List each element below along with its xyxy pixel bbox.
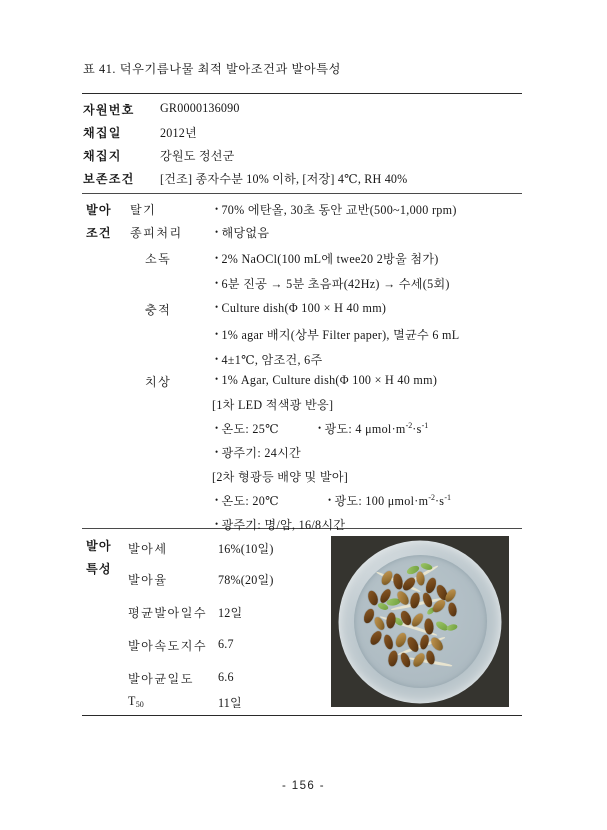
phase1-temperature: • 온도: 25℃ — [215, 420, 279, 437]
condition-line-stratification-1: • Culture dish(Φ 100 × H 40 mm) — [215, 301, 386, 316]
condition-line-sterilization-1: • 2% NaOCl(100 mL에 twee20 2방울 첨가) — [215, 250, 439, 267]
germination-photo — [331, 536, 509, 707]
characteristic-value-mean-germination-days: 12일 — [218, 606, 243, 620]
info-label-collection-date: 채집일 — [83, 126, 122, 140]
characteristic-value-germination-energy: 16%(10일) — [218, 542, 274, 556]
page-number: - 156 - — [281, 780, 326, 792]
info-label-collection-site: 채집지 — [83, 149, 122, 163]
condition-line-stratification-3: • 4±1℃, 암조건, 6주 — [215, 351, 322, 368]
condition-sub-label-seedcoat: 종피처리 — [130, 226, 183, 240]
info-value-resource-no: GR0000136090 — [160, 101, 240, 115]
phase1-sup-time: -1 — [421, 421, 429, 430]
characteristic-value-germination-rate: 78%(20일) — [218, 573, 274, 587]
condition-sub-label-incubation: 치상 — [145, 375, 172, 389]
characteristic-label-germination-energy: 발아세 — [128, 542, 168, 556]
phase2-temperature: • 온도: 20℃ — [215, 492, 279, 509]
characteristic-value-germination-speed-index: 6.7 — [218, 637, 234, 651]
phase1-photoperiod: • 광주기: 24시간 — [215, 444, 301, 461]
phase1-header: [1차 LED 적색광 반응] — [212, 398, 334, 412]
info-value-collection-date: 2012년 — [160, 126, 197, 140]
characteristics-section-label-line1: 발아 — [86, 539, 112, 553]
conditions-section-label-line1: 발아 — [86, 203, 112, 217]
characteristic-label-germination-speed-index: 발아속도지수 — [128, 639, 208, 653]
table-caption: 표 41. 덕우기름나물 최적 발아조건과 발아특성 — [83, 62, 341, 76]
info-label-resource-no: 자원번호 — [83, 103, 135, 117]
phase2-light-intensity-text: 광도: 100 μmol·m — [334, 494, 429, 508]
condition-line-incubation-1: • 1% Agar, Culture dish(Φ 100 × H 40 mm) — [215, 373, 437, 388]
characteristics-section-label-line2: 특성 — [86, 562, 112, 576]
characteristic-label-germination-rate: 발아율 — [128, 573, 168, 587]
characteristic-label-t50 — [128, 694, 144, 709]
phase1-mid-text: ·s — [412, 422, 422, 436]
condition-line-sterilization-2: • 6분 진공 → 5분 초음파(42Hz) → 수세(5회) — [215, 275, 450, 292]
condition-sub-label-degassing: 탈기 — [130, 203, 157, 217]
phase1-light-intensity — [318, 420, 428, 437]
condition-line-degassing-1: • 70% 에탄올, 30초 동안 교반(500~1,000 rpm) — [215, 201, 457, 218]
info-value-collection-site: 강원도 정선군 — [160, 149, 235, 163]
characteristic-label-mean-germination-days: 평균발아일수 — [128, 606, 208, 620]
condition-line-stratification-2: • 1% agar 배지(상부 Filter paper), 멸균수 6 mL — [215, 326, 459, 343]
phase2-photoperiod: • 광주기: 명/암, 16/8시간 — [215, 516, 345, 533]
table-top-rule — [82, 93, 522, 94]
condition-sub-label-sterilization: 소독 — [145, 252, 172, 266]
info-label-storage-condition: 보존조건 — [83, 172, 135, 186]
table-bottom-rule — [82, 715, 522, 716]
petri-dish — [339, 540, 502, 703]
phase2-mid-text: ·s — [434, 494, 445, 508]
phase1-sup-area: -2 — [405, 421, 413, 430]
characteristic-value-t50: 11일 — [218, 696, 242, 710]
condition-line-seedcoat-1: • 해당없음 — [215, 224, 269, 241]
phase2-header: [2차 형광등 배양 및 발아] — [212, 470, 349, 484]
table-rule-after-info — [82, 193, 522, 194]
phase2-sup-time: -1 — [444, 493, 451, 502]
phase2-sup-area: -2 — [428, 493, 435, 502]
t50-subscript: 50 — [135, 700, 144, 709]
characteristic-label-germination-uniformity: 발아균일도 — [128, 672, 194, 686]
characteristic-value-germination-uniformity: 6.6 — [218, 670, 234, 684]
conditions-section-label-line2: 조건 — [86, 226, 112, 240]
condition-sub-label-stratification: 충적 — [145, 303, 172, 317]
phase2-light-intensity — [328, 492, 451, 509]
info-value-storage-condition: [건조] 종자수분 10% 이하, [저장] 4℃, RH 40% — [160, 172, 408, 186]
t50-main: T — [128, 694, 136, 708]
phase1-light-intensity-text: 광도: 4 μmol·m — [324, 422, 406, 436]
